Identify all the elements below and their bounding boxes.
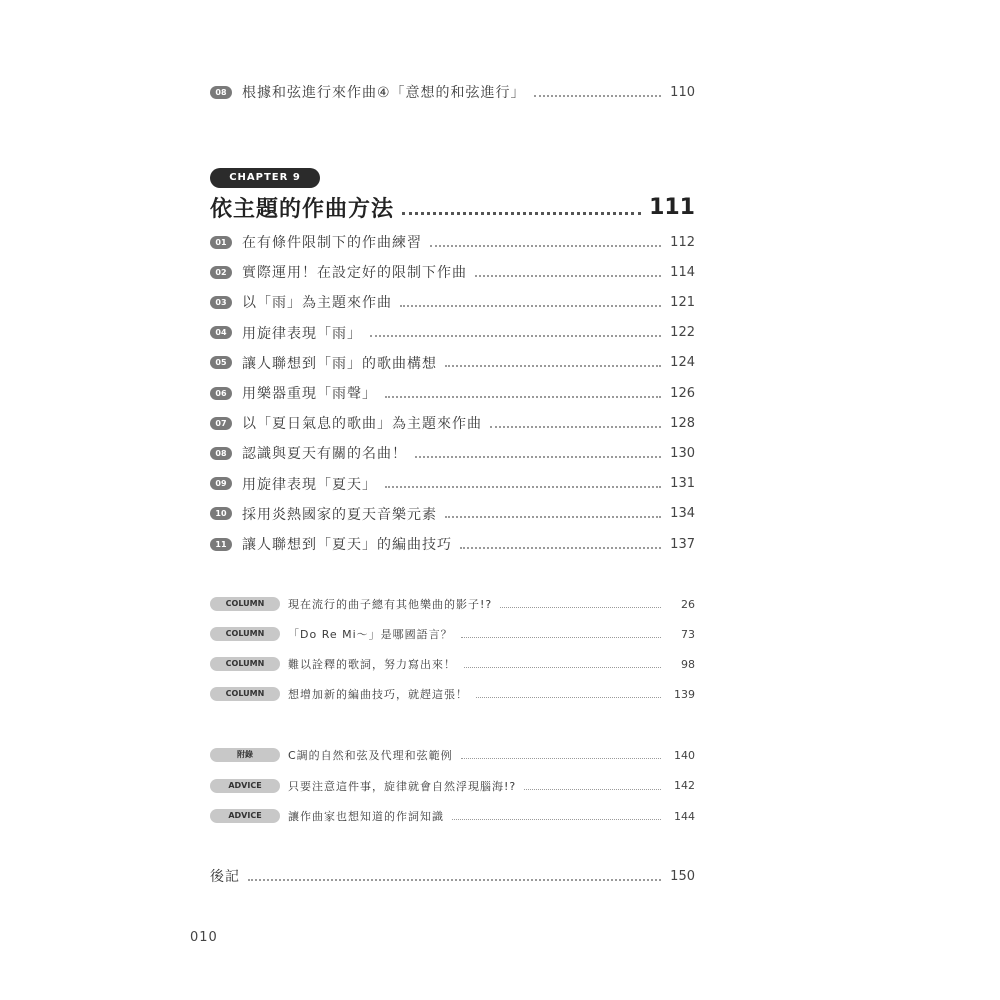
dot-leader [464,666,661,668]
dot-leader [461,636,661,638]
chapter-heading[interactable] [210,192,695,223]
appendix-entry[interactable] [210,778,695,794]
toc-entry[interactable] [210,443,695,463]
column-entry[interactable] [210,596,695,612]
dot-leader [476,696,661,698]
dot-leader [248,878,661,881]
afterword-page-number: 150 [670,868,695,884]
entry-type-tag: COLUMN [210,687,280,701]
entry-type-tag: COLUMN [210,657,280,671]
dot-leader [461,757,661,759]
toc-entry[interactable] [210,232,695,252]
entry-title: 實際運用！在設定好的限制下作曲 [242,265,467,282]
column-entry[interactable] [210,626,695,642]
entry-page-number: 112 [670,234,695,250]
chapter-tag: CHAPTER 9 [210,168,320,188]
entry-title: 「Do Re Mi～」是哪國語言？ [288,628,453,641]
dot-leader [475,274,661,277]
entry-title: 讓作曲家也想知道的作詞知識 [288,810,444,823]
entry-title: 現在流行的曲子總有其他樂曲的影子!? [288,598,493,611]
entry-title: 根據和弦進行來作曲④「意想的和弦進行」 [242,85,526,101]
entry-title: 用旋律表現「夏天」 [242,476,377,493]
entry-page-number: 139 [674,687,695,701]
entry-page-number: 98 [681,657,695,671]
entry-number-badge: 09 [210,477,232,490]
entry-number-badge: 01 [210,236,232,249]
entry-title: 想增加新的編曲技巧，就趕這張！ [288,688,468,701]
dot-leader [524,788,661,790]
dot-leader [430,244,661,247]
toc-entry[interactable] [210,353,695,373]
entry-page-number: 142 [674,779,695,792]
dot-leader [402,211,641,215]
entry-title: 採用炎熱國家的夏天音樂元素 [242,506,437,523]
entry-title: 用旋律表現「雨」 [242,325,362,342]
toc-entry[interactable] [210,474,695,494]
entry-type-tag: 附錄 [210,748,280,762]
toc-entry[interactable] [210,534,695,554]
dot-leader [445,515,661,518]
entry-page-number: 140 [674,748,695,762]
entry-number-badge: 03 [210,296,232,309]
dot-leader [370,334,661,337]
appendix-entry[interactable] [210,747,695,763]
entry-number-badge: 04 [210,326,232,339]
entry-title: 難以詮釋的歌詞，努力寫出來！ [288,658,456,671]
page-folio: 010 [190,930,218,945]
entry-title: 只要注意這件事，旋律就會自然浮現腦海!? [288,779,517,793]
dot-leader [452,818,661,820]
entry-page-number: 126 [670,385,695,401]
chapter-page-number: 111 [649,195,695,220]
dot-leader [500,606,661,608]
dot-leader [534,94,661,97]
entry-number-badge: 06 [210,387,232,400]
entry-page-number: 121 [670,294,695,310]
entry-page-number: 26 [681,597,695,611]
entry-title: C調的自然和弦及代理和弦範例 [288,749,453,762]
entry-number-badge: 08 [210,447,232,460]
toc-entry[interactable] [210,383,695,403]
toc-entry[interactable] [210,413,695,433]
column-entry[interactable] [210,686,695,702]
entry-title: 認識與夏天有關的名曲！ [242,446,407,463]
chapter-title: 依主題的作曲方法 [210,197,395,222]
dot-leader [385,395,661,398]
toc-entry[interactable] [210,292,695,312]
entry-number-badge: 05 [210,356,232,369]
toc-entry-prev-chapter[interactable] [210,82,695,102]
appendix-entry[interactable] [210,808,695,824]
entry-page-number: 128 [670,415,695,431]
entry-title: 在有條件限制下的作曲練習 [242,235,422,251]
entry-title: 讓人聯想到「夏天」的編曲技巧 [242,537,452,553]
dot-leader [460,546,661,549]
entry-title: 讓人聯想到「雨」的歌曲構想 [242,355,437,372]
entry-page-number: 124 [670,355,695,371]
entry-number-badge: 11 [210,538,232,551]
toc-entry[interactable] [210,504,695,524]
entry-number-badge: 02 [210,266,232,279]
entry-title: 以「夏日氣息的歌曲」為主題來作曲 [242,416,482,433]
dot-leader [415,455,661,458]
dot-leader [445,364,661,367]
entry-page-number: 134 [670,506,695,522]
dot-leader [385,485,661,488]
dot-leader [400,304,661,307]
entry-page-number: 131 [670,476,695,492]
entry-type-tag: ADVICE [210,779,280,793]
entry-title: 以「雨」為主題來作曲 [242,295,392,312]
entry-number-badge: 08 [210,86,232,99]
column-entry[interactable] [210,656,695,672]
dot-leader [490,425,661,428]
entry-number-badge: 07 [210,417,232,430]
entry-page-number: 110 [670,84,695,100]
entry-page-number: 73 [681,627,695,641]
entry-page-number: 144 [674,809,695,823]
entry-type-tag: ADVICE [210,809,280,823]
entry-type-tag: COLUMN [210,597,280,611]
entry-page-number: 130 [670,445,695,461]
entry-page-number: 137 [670,536,695,552]
afterword-title: 後記 [210,869,240,885]
entry-page-number: 114 [670,264,695,280]
toc-entry[interactable] [210,323,695,343]
toc-entry[interactable] [210,262,695,282]
entry-page-number: 122 [670,325,695,341]
toc-entry-afterword[interactable] [210,866,695,886]
entry-type-tag: COLUMN [210,627,280,641]
entry-title: 用樂器重現「雨聲」 [242,386,377,402]
entry-number-badge: 10 [210,507,232,520]
